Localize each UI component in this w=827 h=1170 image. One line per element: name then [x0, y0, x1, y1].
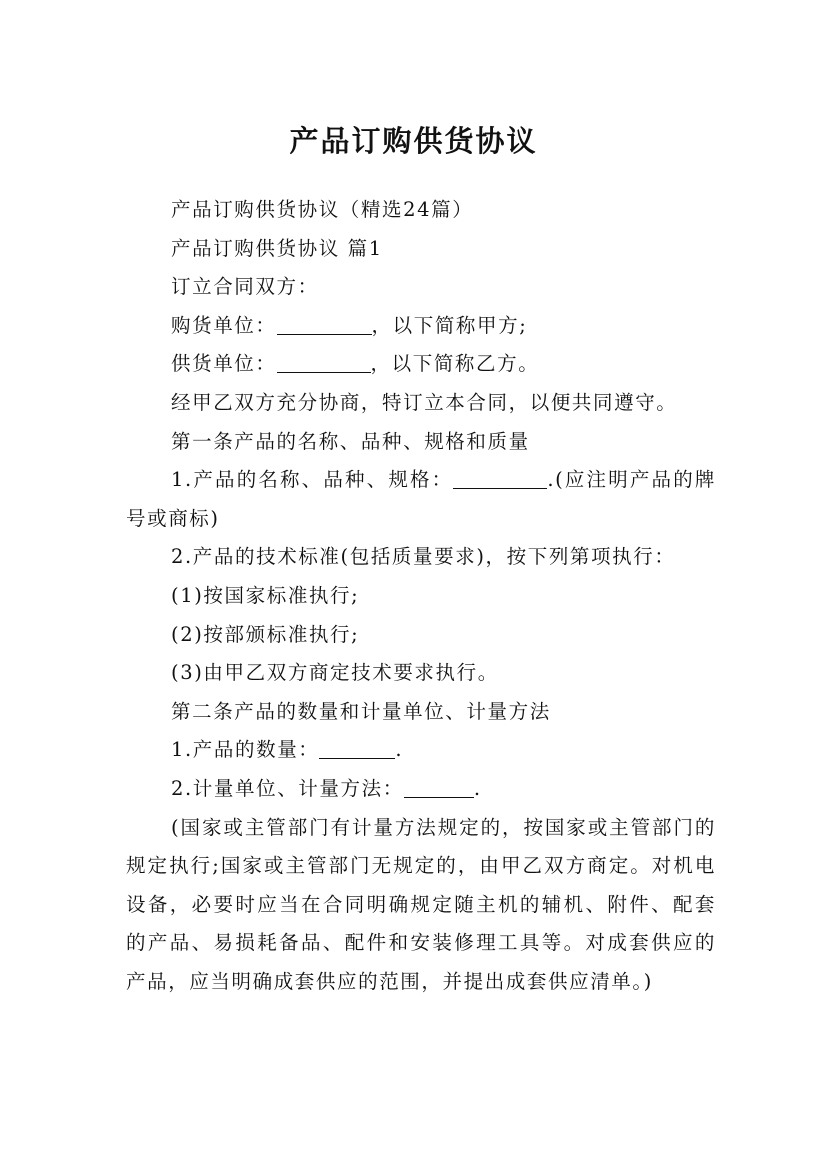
supplier-suffix: ，以下简称乙方。 [370, 352, 540, 376]
paragraph-agreement: 经甲乙双方充分协商，特订立本合同，以便共同遵守。 [171, 390, 678, 414]
paragraph-parties: 订立合同双方： [171, 275, 319, 299]
paragraph-quantity [126, 731, 716, 770]
list-item-negotiated-standard: (3)由甲乙双方商定技术要求执行。 [171, 661, 499, 685]
section-title-1: 第一条产品的名称、品种、规格和质量 [171, 429, 530, 453]
quantity-label: 1.产品的数量： [171, 738, 320, 762]
document-body [126, 191, 716, 1001]
product-name-label: 1.产品的名称、品种、规格： [171, 468, 454, 492]
paragraph-measurement-note: (国家或主管部门有计量方法规定的，按国家或主管部门的规定执行;国家或主管部门无规定的，由甲乙双方商定。对机电设备，必要时应当在合同明确规定随主机的辅机、附件、配套的产品、易损耗备品、配件和安装修理工具等。对成套供应的产品，应当明确成套供应的范围，并提出成套供应清单。) [126, 815, 716, 993]
paragraph-supplier [126, 345, 716, 384]
buyer-blank [277, 314, 372, 335]
measurement-blank [404, 777, 474, 798]
paragraph-heading-collection: 产品订购供货协议（精选24篇） [171, 198, 474, 221]
product-name-note: .(应注明产品的牌号或商标) [126, 468, 716, 530]
document-title: 产品订购供货协议 [289, 124, 538, 159]
quantity-suffix: . [395, 738, 404, 762]
paragraph-measurement [126, 770, 716, 809]
product-name-blank [453, 468, 547, 489]
measurement-suffix: . [473, 776, 482, 800]
section-title-2: 第二条产品的数量和计量单位、计量方法 [171, 699, 551, 723]
paragraph-product-name [126, 461, 716, 538]
list-item-ministry-standard: (2)按部颁标准执行; [171, 622, 360, 646]
buyer-suffix: ，以下简称甲方; [371, 313, 528, 337]
supplier-label: 供货单位： [171, 352, 277, 376]
paragraph-heading-part: 产品订购供货协议 篇1 [171, 236, 383, 260]
paragraph-buyer [126, 307, 716, 346]
paragraph-technical-standard: 2.产品的技术标准(包括质量要求)，按下列第项执行： [171, 545, 676, 569]
buyer-label: 购货单位： [171, 313, 277, 337]
quantity-blank [319, 738, 395, 759]
list-item-national-standard: (1)按国家标准执行; [171, 583, 360, 607]
measurement-label: 2.计量单位、计量方法： [171, 776, 404, 800]
supplier-blank [277, 352, 371, 373]
